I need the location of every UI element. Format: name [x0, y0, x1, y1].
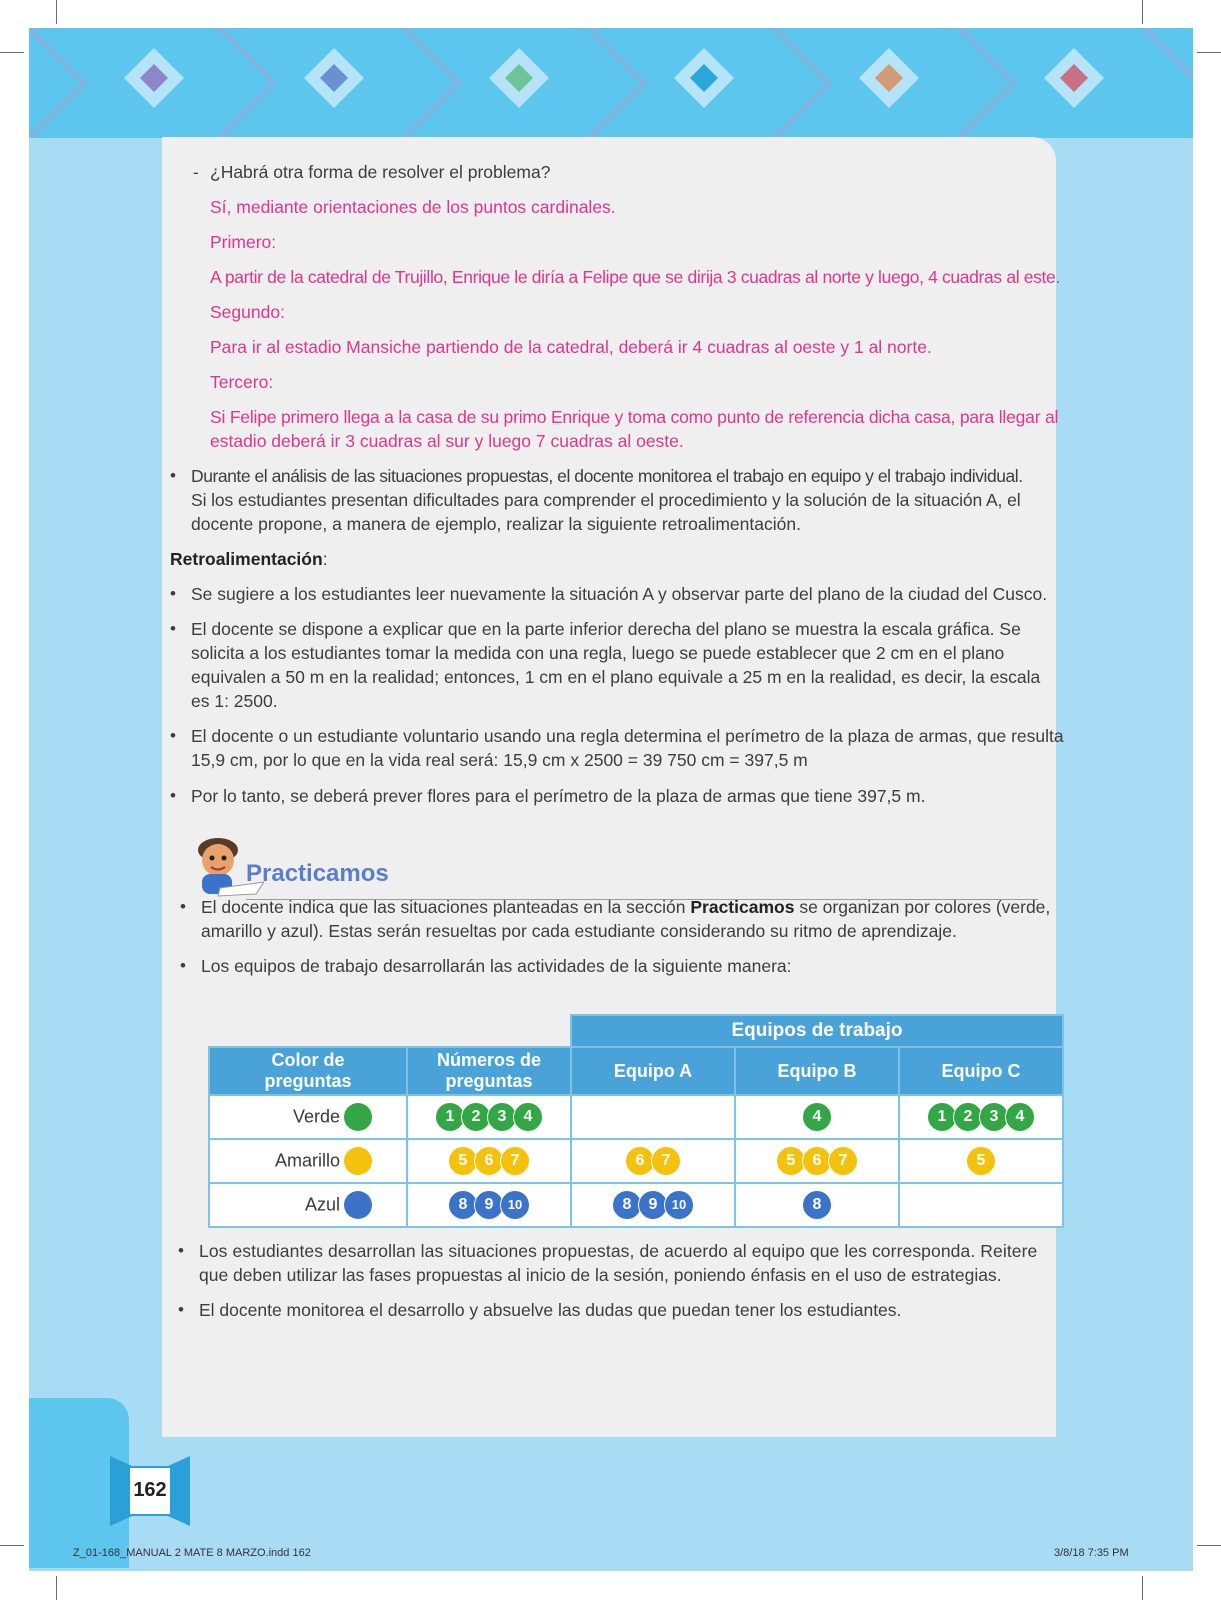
- answer-line: Si Felipe primero llega a la casa de su primo Enrique y toma como punto de referencia dicha casa, para llegar al: [210, 407, 1059, 427]
- question-number-badge: 3: [979, 1102, 1009, 1132]
- question-number-badge: 7: [828, 1146, 858, 1176]
- retro-line: Se sugiere a los estudiantes leer nuevamente la situación A y observar parte del plano de la ciudad del Cusco.: [191, 584, 1048, 604]
- retro-line: 15,9 cm, por lo que en la vida real será: 15,9 cm x 2500 = 39 750 cm = 397,5 m: [191, 750, 808, 770]
- team-b-cell: [735, 1095, 899, 1139]
- col-header-team-c: Equipo C: [899, 1047, 1063, 1095]
- crop-mark: [1142, 1576, 1143, 1600]
- pract-text: se organizan por colores (verde,: [794, 897, 1051, 917]
- footer-filename: Z_01-168_MANUAL 2 MATE 8 MARZO.indd 162: [73, 1547, 311, 1559]
- yellow-dot-icon: [344, 1147, 372, 1175]
- page-number-tab: [110, 1456, 190, 1526]
- question-number-badge: 2: [461, 1102, 491, 1132]
- col-header-text: Color de: [271, 1050, 345, 1070]
- retro-line: solicita a los estudiantes tomar la medida con una regla, luego se puede establecer que 2 cm en el plano: [191, 643, 1005, 663]
- team-a-cell: [571, 1139, 735, 1183]
- blue-dot-icon: [344, 1191, 372, 1219]
- table-row: [209, 1183, 1063, 1227]
- question-number-badge: 4: [802, 1102, 832, 1132]
- bullet-marker: •: [170, 726, 176, 745]
- color-cell: [209, 1095, 407, 1139]
- answer-line: estadio deberá ir 3 cuadras al sur y luego 7 cuadras al oeste.: [210, 431, 684, 451]
- answer-line: A partir de la catedral de Trujillo, Enrique le diría a Felipe que se dirija 3 cuadras al norte y luego, 4 cuadras al este.: [210, 267, 1060, 287]
- col-header-text: preguntas: [445, 1071, 533, 1091]
- retro-line: El docente o un estudiante voluntario usando una regla determina el perímetro de la plaza de armas, que resulta: [191, 726, 1064, 746]
- crop-mark: [0, 1545, 24, 1546]
- bullet-marker: •: [170, 584, 176, 603]
- question-number-badge: 9: [474, 1190, 504, 1220]
- col-header-team-a: Equipo A: [571, 1047, 735, 1095]
- bullet-marker: •: [180, 956, 186, 975]
- final-line: El docente monitorea el desarrollo y absuelve las dudas que puedan tener los estudiantes.: [199, 1300, 902, 1320]
- question-number-badge: 8: [448, 1190, 478, 1220]
- bullet-marker: •: [178, 1300, 184, 1319]
- pract-line: amarillo y azul). Estas serán resueltas por cada estudiante considerando su ritmo de aprendizaje.: [201, 921, 957, 941]
- pract-bold: Practicamos: [690, 897, 795, 917]
- question-number-badge: 8: [612, 1190, 642, 1220]
- retro-line: Por lo tanto, se deberá prever flores para el perímetro de la plaza de armas que tiene 397,5 m.: [191, 786, 926, 806]
- question-number-badge: 5: [966, 1146, 996, 1176]
- question-number-badge: 10: [500, 1190, 530, 1220]
- col-header-numbers: [407, 1047, 571, 1095]
- question-number-badge: 1: [927, 1102, 957, 1132]
- question-number-badge: 7: [500, 1146, 530, 1176]
- bullet-marker: •: [180, 897, 186, 916]
- question-number-badge: 8: [802, 1190, 832, 1220]
- answer-line: Segundo:: [210, 302, 285, 322]
- numbers-cell: [407, 1095, 571, 1139]
- question-number-badge: 5: [448, 1146, 478, 1176]
- dash-marker: -: [193, 163, 199, 182]
- analysis-line: Durante el análisis de las situaciones propuestas, el docente monitorea el trabajo en equipo y el trabajo individual.: [191, 466, 1023, 486]
- question-number-badge: 6: [625, 1146, 655, 1176]
- answer-line: Para ir al estadio Mansiche partiendo de la catedral, deberá ir 4 cuadras al oeste y 1 al norte.: [210, 337, 932, 357]
- bullet-marker: •: [170, 466, 176, 485]
- pract-text: El docente indica que las situaciones planteadas en la sección: [201, 897, 691, 917]
- question-number-badge: 6: [802, 1146, 832, 1176]
- col-header-team-b: Equipo B: [735, 1047, 899, 1095]
- color-cell: [209, 1183, 407, 1227]
- intro-question: ¿Habrá otra forma de resolver el problema?: [210, 162, 551, 182]
- table-blank: [407, 1015, 571, 1047]
- team-a-cell: [571, 1095, 735, 1139]
- question-number-badge: 2: [953, 1102, 983, 1132]
- question-number-badge: 4: [1005, 1102, 1035, 1132]
- decorative-banner: [29, 28, 1193, 138]
- crop-mark: [0, 52, 24, 53]
- crop-mark: [56, 0, 57, 24]
- analysis-line: docente propone, a manera de ejemplo, realizar la siguiente retroalimentación.: [191, 514, 801, 534]
- bullet-marker: •: [170, 619, 176, 638]
- question-number-badge: 3: [487, 1102, 517, 1132]
- answer-line: Sí, mediante orientaciones de los puntos cardinales.: [210, 197, 616, 217]
- teams-table: [208, 1014, 1064, 1228]
- numbers-cell: [407, 1139, 571, 1183]
- team-c-cell: [899, 1139, 1063, 1183]
- pract-line: Los equipos de trabajo desarrollarán las actividades de la siguiente manera:: [201, 956, 792, 976]
- table-blank: [209, 1015, 407, 1047]
- team-c-cell: [899, 1183, 1063, 1227]
- question-number-badge: 9: [638, 1190, 668, 1220]
- final-line: que deben utilizar las fases propuestas al inicio de la sesión, poniendo énfasis en el uso de estrategias.: [199, 1265, 1002, 1285]
- color-label: Amarillo: [274, 1150, 340, 1171]
- answer-line: Primero:: [210, 232, 277, 252]
- crop-mark: [1197, 52, 1221, 53]
- col-header-color: [209, 1047, 407, 1095]
- table-row: [209, 1095, 1063, 1139]
- crop-mark: [1142, 0, 1143, 24]
- retro-line: El docente se dispone a explicar que en la parte inferior derecha del plano se muestra la escala gráfica. Se: [191, 619, 1021, 639]
- bullet-marker: •: [178, 1241, 184, 1260]
- question-number-badge: 7: [651, 1146, 681, 1176]
- numbers-cell: [407, 1183, 571, 1227]
- question-number-badge: 6: [474, 1146, 504, 1176]
- analysis-line: Si los estudiantes presentan dificultades para comprender el procedimiento y la solución de la situación A, el: [191, 490, 1021, 510]
- question-number-badge: 1: [435, 1102, 465, 1132]
- table-row: [209, 1139, 1063, 1183]
- question-number-badge: 5: [776, 1146, 806, 1176]
- pract-line: [201, 895, 1050, 920]
- question-number-badge: 4: [513, 1102, 543, 1132]
- crop-mark: [1197, 1545, 1221, 1546]
- practicamos-title: Practicamos: [246, 860, 389, 887]
- answer-line: Tercero:: [210, 372, 274, 392]
- question-number-badge: 10: [664, 1190, 694, 1220]
- team-b-cell: [735, 1183, 899, 1227]
- color-cell: [209, 1139, 407, 1183]
- retro-line: es 1: 2500.: [191, 691, 278, 711]
- team-a-cell: [571, 1183, 735, 1227]
- team-b-cell: [735, 1139, 899, 1183]
- crop-mark: [56, 1576, 57, 1600]
- footer-timestamp: 3/8/18 7:35 PM: [1054, 1547, 1129, 1559]
- retro-heading: [170, 547, 328, 572]
- color-label: Azul: [304, 1194, 340, 1215]
- col-header-text: Números de: [436, 1050, 542, 1070]
- final-line: Los estudiantes desarrollan las situaciones propuestas, de acuerdo al equipo que les corresponda. Reitere: [199, 1241, 1038, 1261]
- color-label: Verde: [292, 1106, 340, 1127]
- retro-heading-colon: :: [322, 549, 328, 569]
- group-header: Equipos de trabajo: [571, 1015, 1063, 1047]
- page-number: 162: [133, 1479, 167, 1501]
- retro-heading-text: Retroalimentación: [170, 549, 323, 569]
- bullet-marker: •: [170, 786, 176, 805]
- team-c-cell: [899, 1095, 1063, 1139]
- green-dot-icon: [344, 1103, 372, 1131]
- col-header-text: preguntas: [264, 1071, 352, 1091]
- retro-line: equivalen a 50 m en la realidad; entonces, 1 cm en el plano equivale a 25 m en la realidad, es decir, la escala: [191, 667, 1041, 687]
